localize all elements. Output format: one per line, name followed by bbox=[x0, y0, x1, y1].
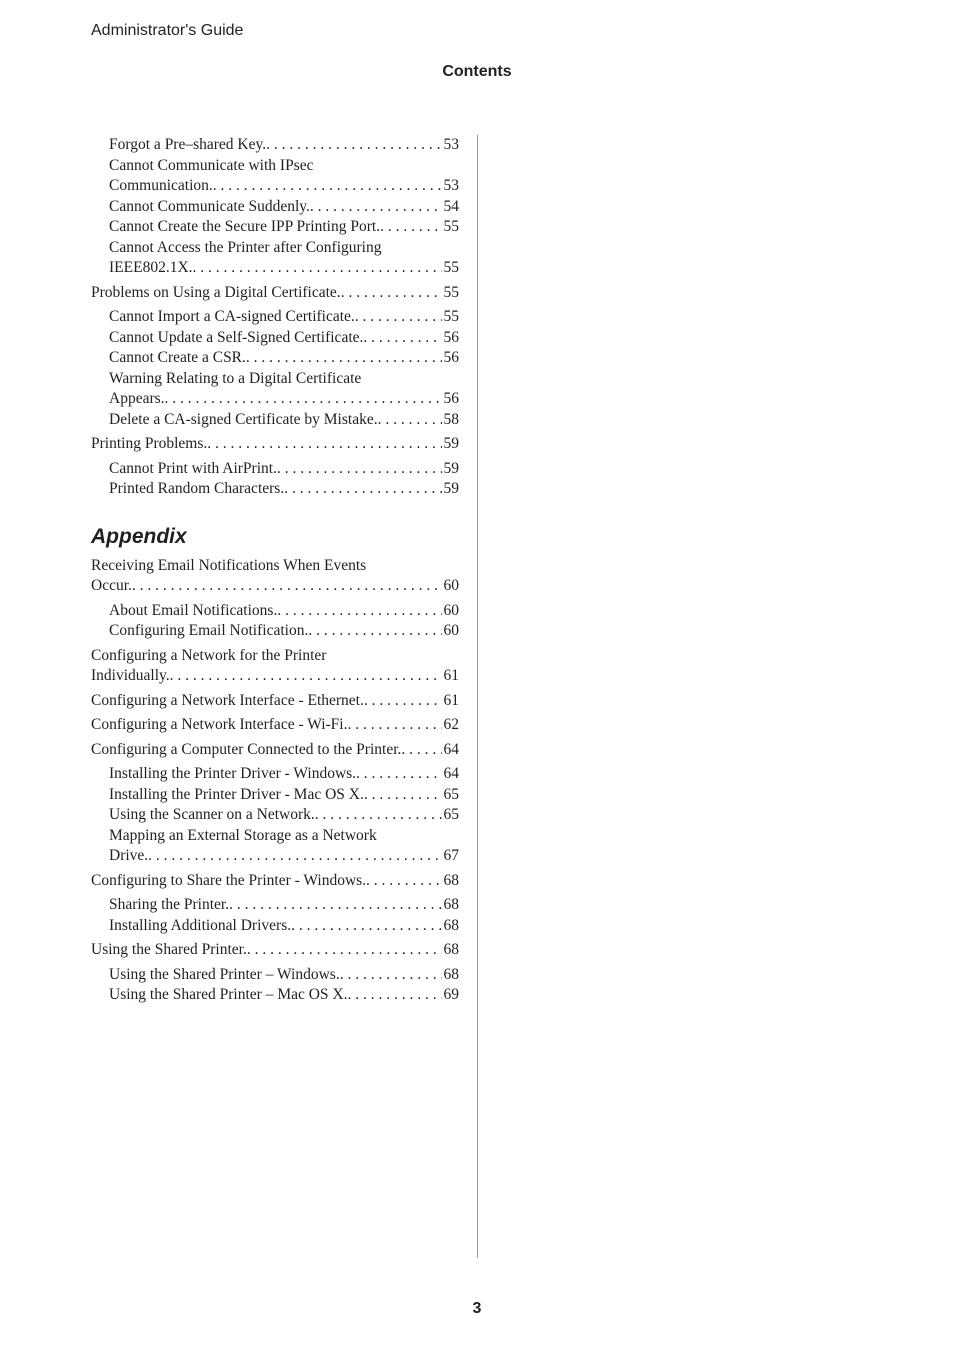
toc-entry[interactable] bbox=[91, 307, 459, 328]
toc-entry[interactable] bbox=[91, 646, 459, 687]
dot-leader bbox=[170, 666, 442, 687]
dot-leader bbox=[355, 307, 442, 328]
toc-entry-title: About Email Notifications. bbox=[109, 601, 278, 619]
dot-leader bbox=[277, 601, 441, 622]
toc-entry-title: Using the Shared Printer. bbox=[91, 941, 247, 958]
toc-entry[interactable] bbox=[91, 895, 459, 916]
dot-leader bbox=[165, 389, 442, 410]
toc-entry-page: 61 bbox=[443, 691, 459, 709]
toc-entry-title: Printing Problems. bbox=[91, 435, 208, 452]
toc-entry[interactable] bbox=[91, 691, 459, 712]
toc-entry-page: 65 bbox=[443, 785, 459, 803]
toc-entry[interactable] bbox=[91, 410, 459, 431]
dot-leader bbox=[356, 764, 441, 785]
dot-leader bbox=[246, 348, 442, 369]
toc-entry[interactable] bbox=[91, 459, 459, 480]
toc-entry-page: 56 bbox=[443, 349, 459, 366]
dot-leader bbox=[229, 895, 441, 916]
toc-entry[interactable] bbox=[91, 556, 459, 597]
dot-leader bbox=[347, 715, 441, 736]
dot-leader bbox=[308, 621, 441, 642]
toc-entry[interactable] bbox=[91, 283, 459, 304]
toc-entry-page: 60 bbox=[443, 577, 459, 594]
toc-entry[interactable] bbox=[91, 238, 459, 279]
toc-entry-page: 53 bbox=[443, 136, 459, 153]
column-divider bbox=[477, 135, 478, 1258]
toc-entry-page: 68 bbox=[443, 916, 459, 934]
section-title: Contents bbox=[442, 63, 512, 80]
toc-entry[interactable] bbox=[91, 916, 459, 937]
toc-entry-title: Cannot Create the Secure IPP Printing Port. bbox=[109, 218, 381, 235]
toc-entry-title: Using the Shared Printer – Windows. bbox=[109, 965, 340, 983]
toc-entry-title: Using the Scanner on a Network. bbox=[109, 806, 315, 823]
dot-leader bbox=[266, 135, 441, 156]
toc-entry-page: 59 bbox=[443, 459, 459, 477]
toc-entry-title-line: Warning Relating to a Digital Certificate bbox=[109, 369, 362, 387]
table-of-contents bbox=[91, 135, 459, 1006]
toc-entry-title: Problems on Using a Digital Certificate. bbox=[91, 283, 341, 301]
toc-entry-title: Drive. bbox=[109, 847, 149, 864]
toc-entry-page: 64 bbox=[443, 765, 459, 782]
toc-entry-title: Configuring a Network Interface - Ethernet. bbox=[91, 691, 364, 709]
document-title: Administrator's Guide bbox=[91, 22, 244, 39]
dot-leader bbox=[340, 965, 442, 986]
toc-entry-page: 59 bbox=[443, 480, 459, 497]
toc-entry-title: Installing the Printer Driver - Windows. bbox=[109, 765, 357, 782]
toc-entry-page: 60 bbox=[443, 622, 459, 639]
toc-entry[interactable] bbox=[91, 156, 459, 197]
toc-entry[interactable] bbox=[91, 715, 459, 736]
toc-entry-page: 60 bbox=[443, 601, 459, 619]
toc-entry-title: Printed Random Characters. bbox=[109, 480, 285, 497]
toc-entry-page: 55 bbox=[443, 259, 459, 276]
toc-entry-title: Configuring a Computer Connected to the Printer. bbox=[91, 740, 402, 758]
dot-leader bbox=[291, 916, 441, 937]
toc-entry-title: Installing Additional Drivers. bbox=[109, 916, 292, 934]
toc-entry-page: 68 bbox=[443, 941, 459, 958]
dot-leader bbox=[315, 805, 442, 826]
toc-entry[interactable] bbox=[91, 940, 459, 961]
toc-entry-page: 65 bbox=[443, 806, 459, 823]
dot-leader bbox=[363, 328, 441, 349]
toc-entry-title: Forgot a Pre–shared Key. bbox=[109, 136, 267, 153]
toc-entry-title-line: Cannot Access the Printer after Configuring bbox=[109, 238, 382, 256]
toc-entry-title: Appears. bbox=[109, 390, 165, 407]
toc-entry-title: Cannot Create a CSR. bbox=[109, 349, 246, 366]
toc-entry-page: 56 bbox=[443, 390, 459, 407]
toc-entry-title-line: Cannot Communicate with IPsec bbox=[109, 156, 314, 174]
dot-leader bbox=[247, 940, 442, 961]
toc-entry-page: 64 bbox=[443, 740, 459, 758]
dot-leader bbox=[378, 410, 442, 431]
dot-leader bbox=[132, 576, 442, 597]
toc-entry[interactable] bbox=[91, 348, 459, 369]
toc-entry-title: Cannot Update a Self-Signed Certificate. bbox=[109, 328, 364, 346]
toc-entry-title: Delete a CA-signed Certificate by Mistake. bbox=[109, 410, 378, 428]
toc-entry-title: Using the Shared Printer – Mac OS X. bbox=[109, 986, 348, 1003]
toc-entry-page: 58 bbox=[443, 410, 459, 428]
dot-leader bbox=[207, 434, 441, 455]
toc-entry-page: 62 bbox=[443, 716, 459, 733]
page-number: 3 bbox=[472, 1300, 482, 1317]
toc-entry-title: Cannot Import a CA-signed Certificate. bbox=[109, 308, 355, 325]
toc-entry-page: 55 bbox=[443, 308, 459, 325]
toc-entry[interactable] bbox=[91, 826, 459, 867]
toc-entry-title: Individually. bbox=[91, 667, 170, 684]
toc-entry[interactable] bbox=[91, 621, 459, 642]
toc-entry-title: Installing the Printer Driver - Mac OS X. bbox=[109, 785, 364, 803]
dot-leader bbox=[213, 176, 442, 197]
dot-leader bbox=[364, 691, 442, 712]
toc-entry[interactable] bbox=[91, 369, 459, 410]
toc-entry[interactable] bbox=[91, 740, 459, 761]
toc-entry[interactable] bbox=[91, 764, 459, 785]
toc-entry[interactable] bbox=[91, 434, 459, 455]
toc-entry-page: 55 bbox=[443, 283, 459, 301]
toc-entry-page: 68 bbox=[443, 871, 459, 889]
dot-leader bbox=[148, 846, 441, 867]
dot-leader bbox=[284, 479, 441, 500]
dot-leader bbox=[341, 283, 442, 304]
toc-entry[interactable] bbox=[91, 217, 459, 238]
toc-entry-title: Sharing the Printer. bbox=[109, 896, 230, 913]
toc-entry-page: 55 bbox=[443, 218, 459, 235]
toc-entry[interactable] bbox=[91, 328, 459, 349]
toc-entry-page: 68 bbox=[443, 896, 459, 913]
toc-entry-title: IEEE802.1X. bbox=[109, 259, 193, 276]
toc-entry-title-line: Configuring a Network for the Printer bbox=[91, 646, 327, 664]
toc-entry-title: Configuring to Share the Printer - Windows. bbox=[91, 871, 367, 889]
toc-entry[interactable] bbox=[91, 805, 459, 826]
toc-entry[interactable] bbox=[91, 965, 459, 986]
toc-entry[interactable] bbox=[91, 871, 459, 892]
toc-entry-title: Configuring a Network Interface - Wi-Fi. bbox=[91, 716, 348, 733]
toc-entry[interactable] bbox=[91, 785, 459, 806]
dot-leader bbox=[277, 459, 442, 480]
toc-entry-title: Configuring Email Notification. bbox=[109, 622, 309, 639]
toc-entry-title: Communication. bbox=[109, 177, 213, 194]
toc-entry[interactable] bbox=[91, 601, 459, 622]
toc-entry[interactable] bbox=[91, 197, 459, 218]
toc-entry-page: 56 bbox=[443, 328, 459, 346]
dot-leader bbox=[380, 217, 441, 238]
toc-entry-title-line: Receiving Email Notifications When Events bbox=[91, 556, 367, 574]
dot-leader bbox=[364, 785, 442, 806]
toc-entry-title: Occur. bbox=[91, 577, 132, 594]
dot-leader bbox=[193, 258, 442, 279]
toc-entry-title: Cannot Communicate Suddenly. bbox=[109, 197, 310, 215]
toc-entry[interactable] bbox=[91, 479, 459, 500]
toc-entry[interactable] bbox=[91, 985, 459, 1006]
toc-entry-page: 54 bbox=[443, 197, 459, 215]
toc-entry-title: Cannot Print with AirPrint. bbox=[109, 459, 277, 477]
toc-entry-page: 53 bbox=[443, 177, 459, 194]
toc-heading: Appendix bbox=[91, 524, 187, 548]
toc-entry-page: 67 bbox=[443, 847, 459, 864]
toc-entry-page: 61 bbox=[443, 667, 459, 684]
toc-entry-page: 69 bbox=[443, 986, 459, 1003]
toc-entry-page: 59 bbox=[443, 435, 459, 452]
dot-leader bbox=[366, 871, 441, 892]
toc-entry-page: 68 bbox=[443, 965, 459, 983]
toc-entry[interactable] bbox=[91, 135, 459, 156]
dot-leader bbox=[401, 740, 441, 761]
dot-leader bbox=[310, 197, 442, 218]
dot-leader bbox=[348, 985, 442, 1006]
toc-entry-title-line: Mapping an External Storage as a Network bbox=[109, 826, 377, 844]
